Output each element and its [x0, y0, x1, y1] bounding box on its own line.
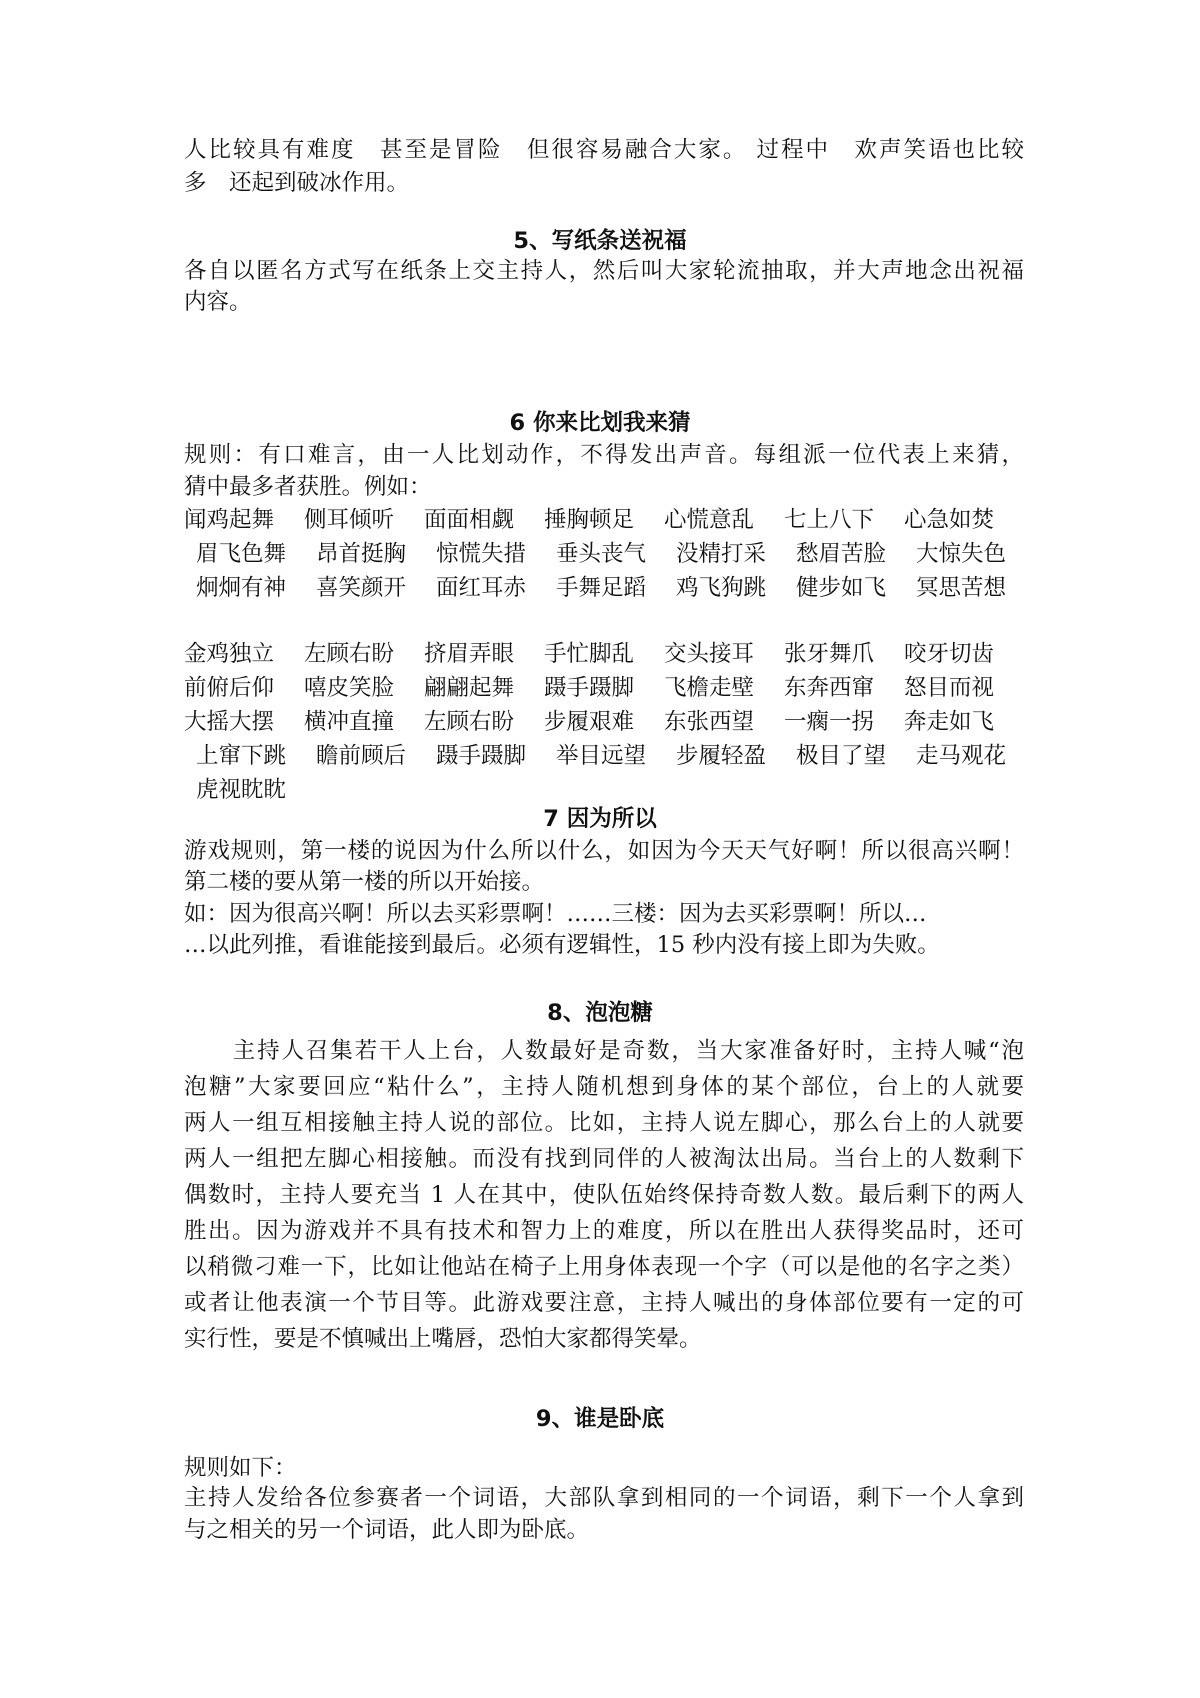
idiom-item: 闻鸡起舞	[184, 507, 275, 533]
idiom-row	[196, 739, 1036, 773]
section-6-rule-line-2: 猜中最多者获胜。例如：	[184, 474, 432, 500]
idiom-item: 捶胸顿足	[544, 507, 635, 533]
idiom-item: 眉飞色舞	[196, 541, 287, 567]
idiom-item: 东张西望	[664, 709, 755, 735]
idiom-item: 炯炯有神	[196, 575, 287, 601]
idiom-item: 鸡飞狗跳	[676, 575, 767, 601]
idiom-item: 手舞足蹈	[556, 575, 647, 601]
section-8-line: 实行性，要是不慎喊出上嘴唇，恐怕大家都得笑晕。	[184, 1326, 702, 1352]
section-8-line: 泡糖”大家要回应“粘什么”，主持人随机想到身体的某个部位，台上的人就要	[184, 1074, 1024, 1100]
idiom-item: 虎视眈眈	[196, 777, 287, 803]
idiom-item: 步履轻盈	[676, 743, 767, 769]
idiom-item: 心慌意乱	[664, 507, 755, 533]
idiom-row	[196, 571, 1036, 605]
intro-line-2: 多 还起到破冰作用。	[184, 170, 410, 196]
section-7-line-3: 如：因为很高兴啊！所以去买彩票啊！……三楼：因为去买彩票啊！所以…	[184, 901, 927, 927]
idiom-item: 喜笑颜开	[316, 575, 407, 601]
section-8-line: 主持人召集若干人上台，人数最好是奇数，当大家准备好时，主持人喊“泡	[184, 1038, 1024, 1064]
section-8-title: 8、泡泡糖	[547, 1000, 653, 1026]
section-8-line: 两人一组把左脚心相接触。而没有找到同伴的人被淘汰出局。当台上的人数剩下	[184, 1146, 1024, 1172]
idiom-row	[184, 671, 1024, 705]
idiom-item: 横冲直撞	[304, 709, 395, 735]
section-5-line-1: 各自以匿名方式写在纸条上交主持人，然后叫大家轮流抽取，并大声地念出祝福	[184, 258, 1024, 284]
idiom-item: 步履艰难	[544, 709, 635, 735]
idiom-item: 奔走如飞	[904, 709, 995, 735]
section-9-line-1: 规则如下：	[184, 1455, 297, 1481]
idiom-item: 左顾右盼	[304, 641, 395, 667]
idiom-item: 面面相觑	[424, 507, 515, 533]
idiom-item: 翩翩起舞	[424, 675, 515, 701]
section-8-line: 两人一组互相接触主持人说的部位。比如，主持人说左脚心，那么台上的人就要	[184, 1110, 1024, 1136]
idiom-item: 左顾右盼	[424, 709, 515, 735]
idiom-item: 健步如飞	[796, 575, 887, 601]
idiom-item: 面红耳赤	[436, 575, 527, 601]
idiom-item: 咬牙切齿	[904, 641, 995, 667]
idiom-item: 没精打采	[676, 541, 767, 567]
section-7-line-2: 第二楼的要从第一楼的所以开始接。	[184, 869, 545, 895]
section-5-title: 5、写纸条送祝福	[513, 228, 687, 254]
idiom-item: 走马观花	[916, 743, 1007, 769]
idiom-item: 心急如焚	[904, 507, 995, 533]
idiom-item: 七上八下	[784, 507, 875, 533]
idiom-row	[184, 503, 1024, 537]
section-9-title: 9、谁是卧底	[535, 1406, 665, 1432]
section-9-line-2: 主持人发给各位参赛者一个词语，大部队拿到相同的一个词语，剩下一个人拿到	[184, 1485, 1024, 1511]
idiom-item: 挤眉弄眼	[424, 641, 515, 667]
idiom-item: 张牙舞爪	[784, 641, 875, 667]
idiom-item: 金鸡独立	[184, 641, 275, 667]
section-8-line: 以稍微刁难一下，比如让他站在椅子上用身体表现一个字（可以是他的名字之类）	[184, 1254, 1024, 1280]
idiom-item: 嘻皮笑脸	[304, 675, 395, 701]
idiom-row	[184, 637, 1024, 671]
section-8-line: 偶数时，主持人要充当 1 人在其中，使队伍始终保持奇数人数。最后剩下的两人	[184, 1182, 1024, 1208]
intro-line-1: 人比较具有难度 甚至是冒险 但很容易融合大家。 过程中 欢声笑语也比较	[184, 137, 1024, 163]
idiom-item: 大摇大摆	[184, 709, 275, 735]
section-9-line-3: 与之相关的另一个词语，此人即为卧底。	[184, 1517, 590, 1543]
idiom-item: 瞻前顾后	[316, 743, 407, 769]
idiom-item: 大惊失色	[916, 541, 1007, 567]
idiom-item: 极目了望	[796, 743, 887, 769]
idiom-item: 侧耳倾听	[304, 507, 395, 533]
section-7-line-1: 游戏规则，第一楼的说因为什么所以什么，如因为今天天气好啊！所以很高兴啊！	[184, 838, 1024, 864]
section-8-line: 胜出。因为游戏并不具有技术和智力上的难度，所以在胜出人获得奖品时，还可	[184, 1218, 1024, 1244]
idiom-item: 昂首挺胸	[316, 541, 407, 567]
idiom-item: 手忙脚乱	[544, 641, 635, 667]
idiom-item: 垂头丧气	[556, 541, 647, 567]
idiom-item: 举目远望	[556, 743, 647, 769]
section-7-line-4: …以此列推，看谁能接到最后。必须有逻辑性，15 秒内没有接上即为失败。	[184, 932, 940, 958]
idiom-item: 蹑手蹑脚	[436, 743, 527, 769]
idiom-item: 惊慌失措	[436, 541, 527, 567]
idiom-item: 冥思苦想	[916, 575, 1007, 601]
idiom-item: 上窜下跳	[196, 743, 287, 769]
idiom-item: 愁眉苦脸	[796, 541, 887, 567]
idiom-item: 一瘸一拐	[784, 709, 875, 735]
idiom-row	[196, 773, 1036, 807]
idiom-row	[184, 705, 1024, 739]
idiom-item: 飞檐走壁	[664, 675, 755, 701]
idiom-item: 蹑手蹑脚	[544, 675, 635, 701]
section-7-title: 7 因为所以	[543, 806, 657, 832]
idiom-item: 前俯后仰	[184, 675, 275, 701]
idiom-row	[196, 537, 1036, 571]
idiom-item: 交头接耳	[664, 641, 755, 667]
section-6-rule-line-1: 规则：有口难言，由一人比划动作，不得发出声音。每组派一位代表上来猜，	[184, 442, 1024, 468]
idiom-item: 东奔西窜	[784, 675, 875, 701]
section-8-line: 或者让他表演一个节目等。此游戏要注意，主持人喊出的身体部位要有一定的可	[184, 1290, 1024, 1316]
section-6-title: 6 你来比划我来猜	[509, 410, 691, 436]
section-5-line-2: 内容。	[184, 289, 252, 315]
idiom-item: 怒目而视	[904, 675, 995, 701]
